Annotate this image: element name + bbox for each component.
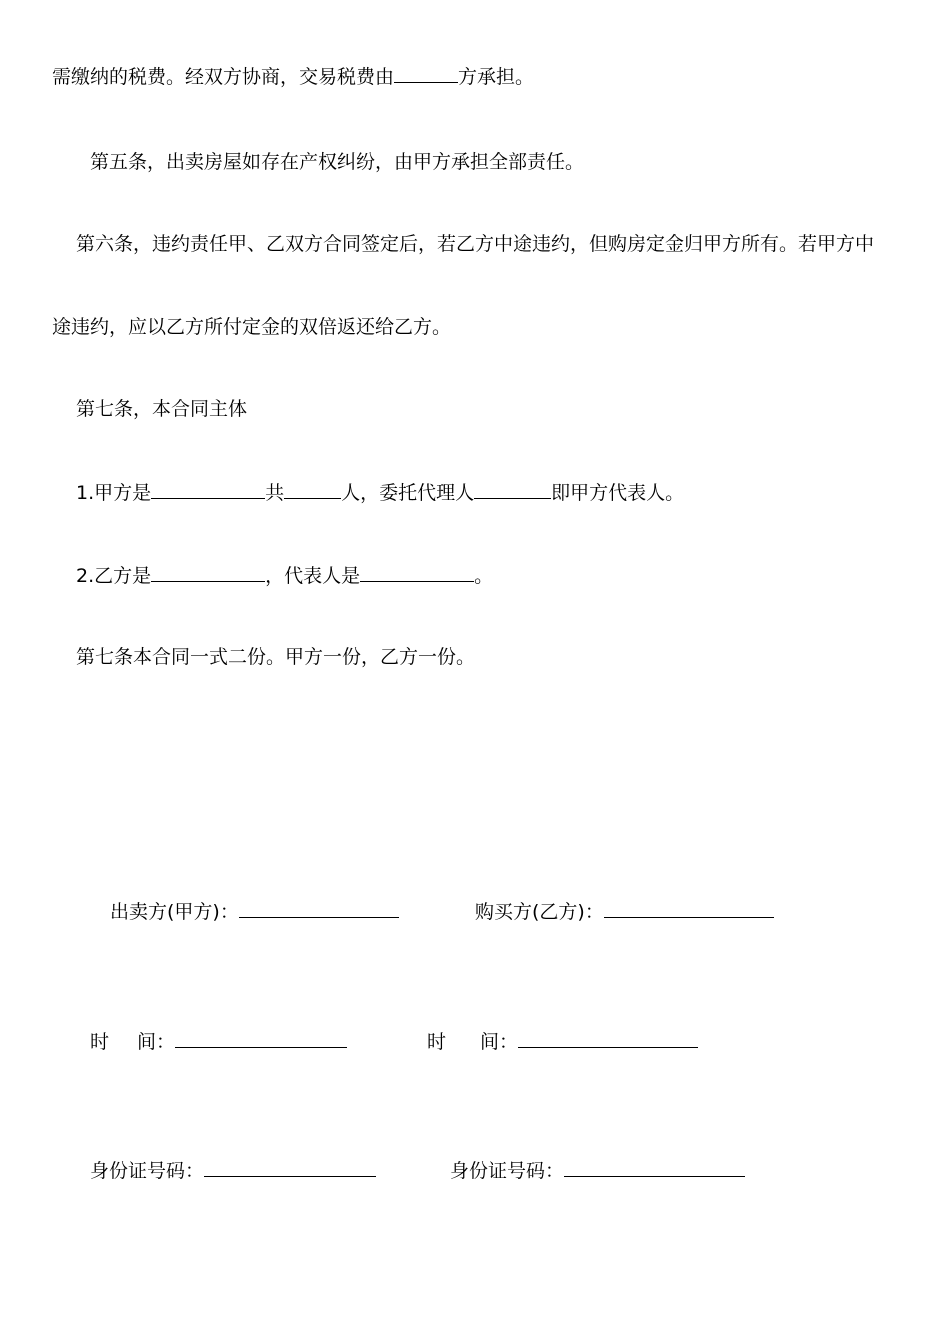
buyer-signature-blank[interactable] bbox=[604, 899, 774, 918]
article-6-line-2 bbox=[52, 315, 451, 339]
article-6-line-1 bbox=[76, 232, 874, 256]
tax-party-blank[interactable] bbox=[394, 64, 458, 83]
party-b-name-blank[interactable] bbox=[151, 563, 265, 582]
buyer-id-label: 身份证号码： bbox=[450, 1160, 565, 1182]
tax-text: 需缴纳的税费。经双方协商，交易税费由 bbox=[52, 66, 395, 88]
article-7-heading-text: 第七条，本合同主体 bbox=[76, 398, 248, 420]
party-a-name-blank[interactable] bbox=[151, 480, 265, 499]
article-6-text-2: 途违约，应以乙方所付定金的双倍返还给乙方。 bbox=[52, 316, 452, 338]
paragraph-tax bbox=[52, 64, 534, 88]
copies-clause bbox=[76, 645, 475, 669]
seller-id-label: 身份证号码： bbox=[90, 1160, 205, 1182]
seller-time-blank[interactable] bbox=[175, 1029, 347, 1048]
buyer-time-label-1: 时 bbox=[427, 1031, 447, 1053]
buyer-label: 购买方(乙方)： bbox=[475, 901, 604, 923]
party-a-rep-label: 即甲方代表人。 bbox=[551, 482, 685, 504]
copies-clause-text: 第七条本合同一式二份。甲方一份，乙方一份。 bbox=[76, 646, 476, 668]
buyer-signature bbox=[475, 899, 774, 923]
party-a-line bbox=[76, 480, 684, 504]
party-b-line bbox=[76, 563, 493, 587]
party-a-label: 1.甲方是 bbox=[76, 482, 152, 504]
seller-signature bbox=[110, 899, 399, 923]
article-5 bbox=[90, 150, 584, 174]
seller-time-label-1: 时 bbox=[90, 1031, 110, 1053]
seller-time bbox=[90, 1029, 347, 1053]
party-b-label: 2.乙方是 bbox=[76, 565, 152, 587]
party-a-count-label: 共 bbox=[265, 482, 285, 504]
buyer-time bbox=[427, 1029, 698, 1053]
seller-id bbox=[90, 1158, 376, 1182]
party-b-end: 。 bbox=[474, 565, 494, 587]
party-a-agent-blank[interactable] bbox=[474, 480, 551, 499]
article-5-text: 第五条，出卖房屋如存在产权纠纷，由甲方承担全部责任。 bbox=[90, 151, 585, 173]
article-6-text-1: 第六条，违约责任甲、乙双方合同签定后，若乙方中途违约，但购房定金归甲方所有。若甲方中 bbox=[76, 233, 875, 255]
party-b-rep-label: ，代表人是 bbox=[265, 565, 361, 587]
tax-text-end: 方承担。 bbox=[458, 66, 535, 88]
article-7-heading bbox=[76, 397, 247, 421]
seller-signature-blank[interactable] bbox=[239, 899, 399, 918]
party-a-agent-label: 人，委托代理人 bbox=[341, 482, 475, 504]
party-b-rep-blank[interactable] bbox=[360, 563, 474, 582]
buyer-time-blank[interactable] bbox=[518, 1029, 698, 1048]
buyer-time-label-2: 间： bbox=[480, 1031, 519, 1053]
buyer-id-blank[interactable] bbox=[564, 1158, 745, 1177]
party-a-count-blank[interactable] bbox=[284, 480, 341, 499]
buyer-id bbox=[450, 1158, 745, 1182]
seller-time-label-2: 间： bbox=[137, 1031, 176, 1053]
seller-label: 出卖方(甲方)： bbox=[110, 901, 239, 923]
seller-id-blank[interactable] bbox=[204, 1158, 376, 1177]
